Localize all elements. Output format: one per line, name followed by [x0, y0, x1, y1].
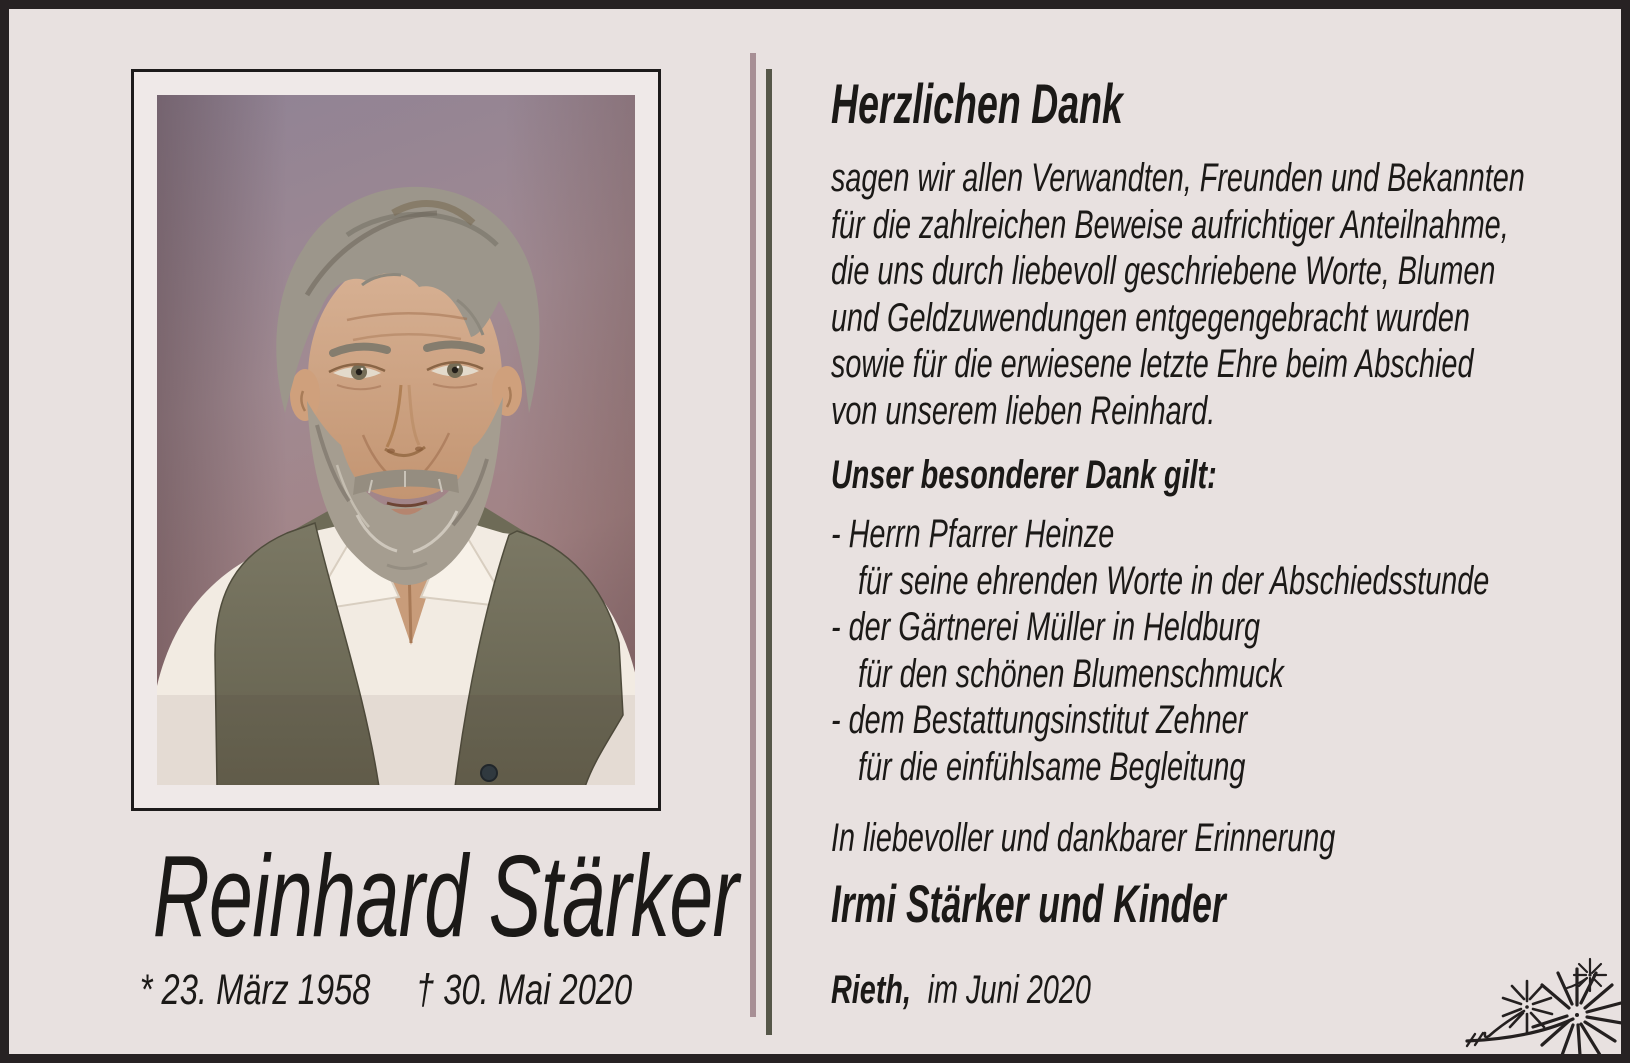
closing-date: im Juni 2020 — [927, 968, 1091, 1012]
list-item: für die einfühlsame Begleitung — [858, 744, 1246, 789]
remembrance-line: In liebevoller und dankbarer Erinnerung — [831, 816, 1336, 860]
life-dates-row — [15, 965, 757, 1015]
text-line: von unserem lieben Reinhard. — [831, 388, 1216, 433]
closing-place: Rieth, — [831, 968, 912, 1012]
list-item: - dem Bestattungsinstitut Zehner — [831, 698, 1248, 743]
text-line: und Geldzuwendungen entgegengebracht wurden — [831, 295, 1470, 340]
divider-line-olive — [766, 69, 772, 1035]
text-line: für die zahlreichen Beweise aufrichtiger Anteilnahme, — [831, 202, 1509, 247]
text-line: sagen wir allen Verwandten, Freunden und Bekannten — [831, 156, 1525, 200]
closing-line — [831, 967, 1192, 1014]
text-line: sowie für die erwiesene letzte Ehre beim Abschied — [831, 342, 1474, 387]
special-thanks-list — [831, 511, 1630, 791]
photo-frame — [131, 69, 661, 811]
dandelion-icon — [1397, 887, 1627, 1062]
list-item: - Herrn Pfarrer Heinze — [831, 512, 1115, 556]
family-signature: Irmi Stärker und Kinder — [831, 875, 1226, 934]
list-item: für seine ehrenden Worte in der Abschiedsstunde — [858, 558, 1490, 603]
divider-line-rose — [750, 53, 756, 1017]
list-item: - der Gärtnerei Müller in Heldburg — [831, 605, 1260, 650]
special-thanks-heading: Unser besonderer Dank gilt: — [831, 453, 1217, 497]
text-line: die uns durch liebevoll geschriebene Worte, Blumen — [831, 249, 1496, 294]
birth-date: * 23. März 1958 — [139, 966, 371, 1014]
death-date: † 30. Mai 2020 — [416, 966, 633, 1014]
thanks-heading: Herzlichen Dank — [831, 72, 1123, 135]
deceased-name: Reinhard Stärker — [152, 831, 739, 961]
list-item: für den schönen Blumenschmuck — [858, 651, 1284, 696]
portrait-photo — [157, 95, 635, 785]
thanks-paragraph — [831, 155, 1630, 435]
